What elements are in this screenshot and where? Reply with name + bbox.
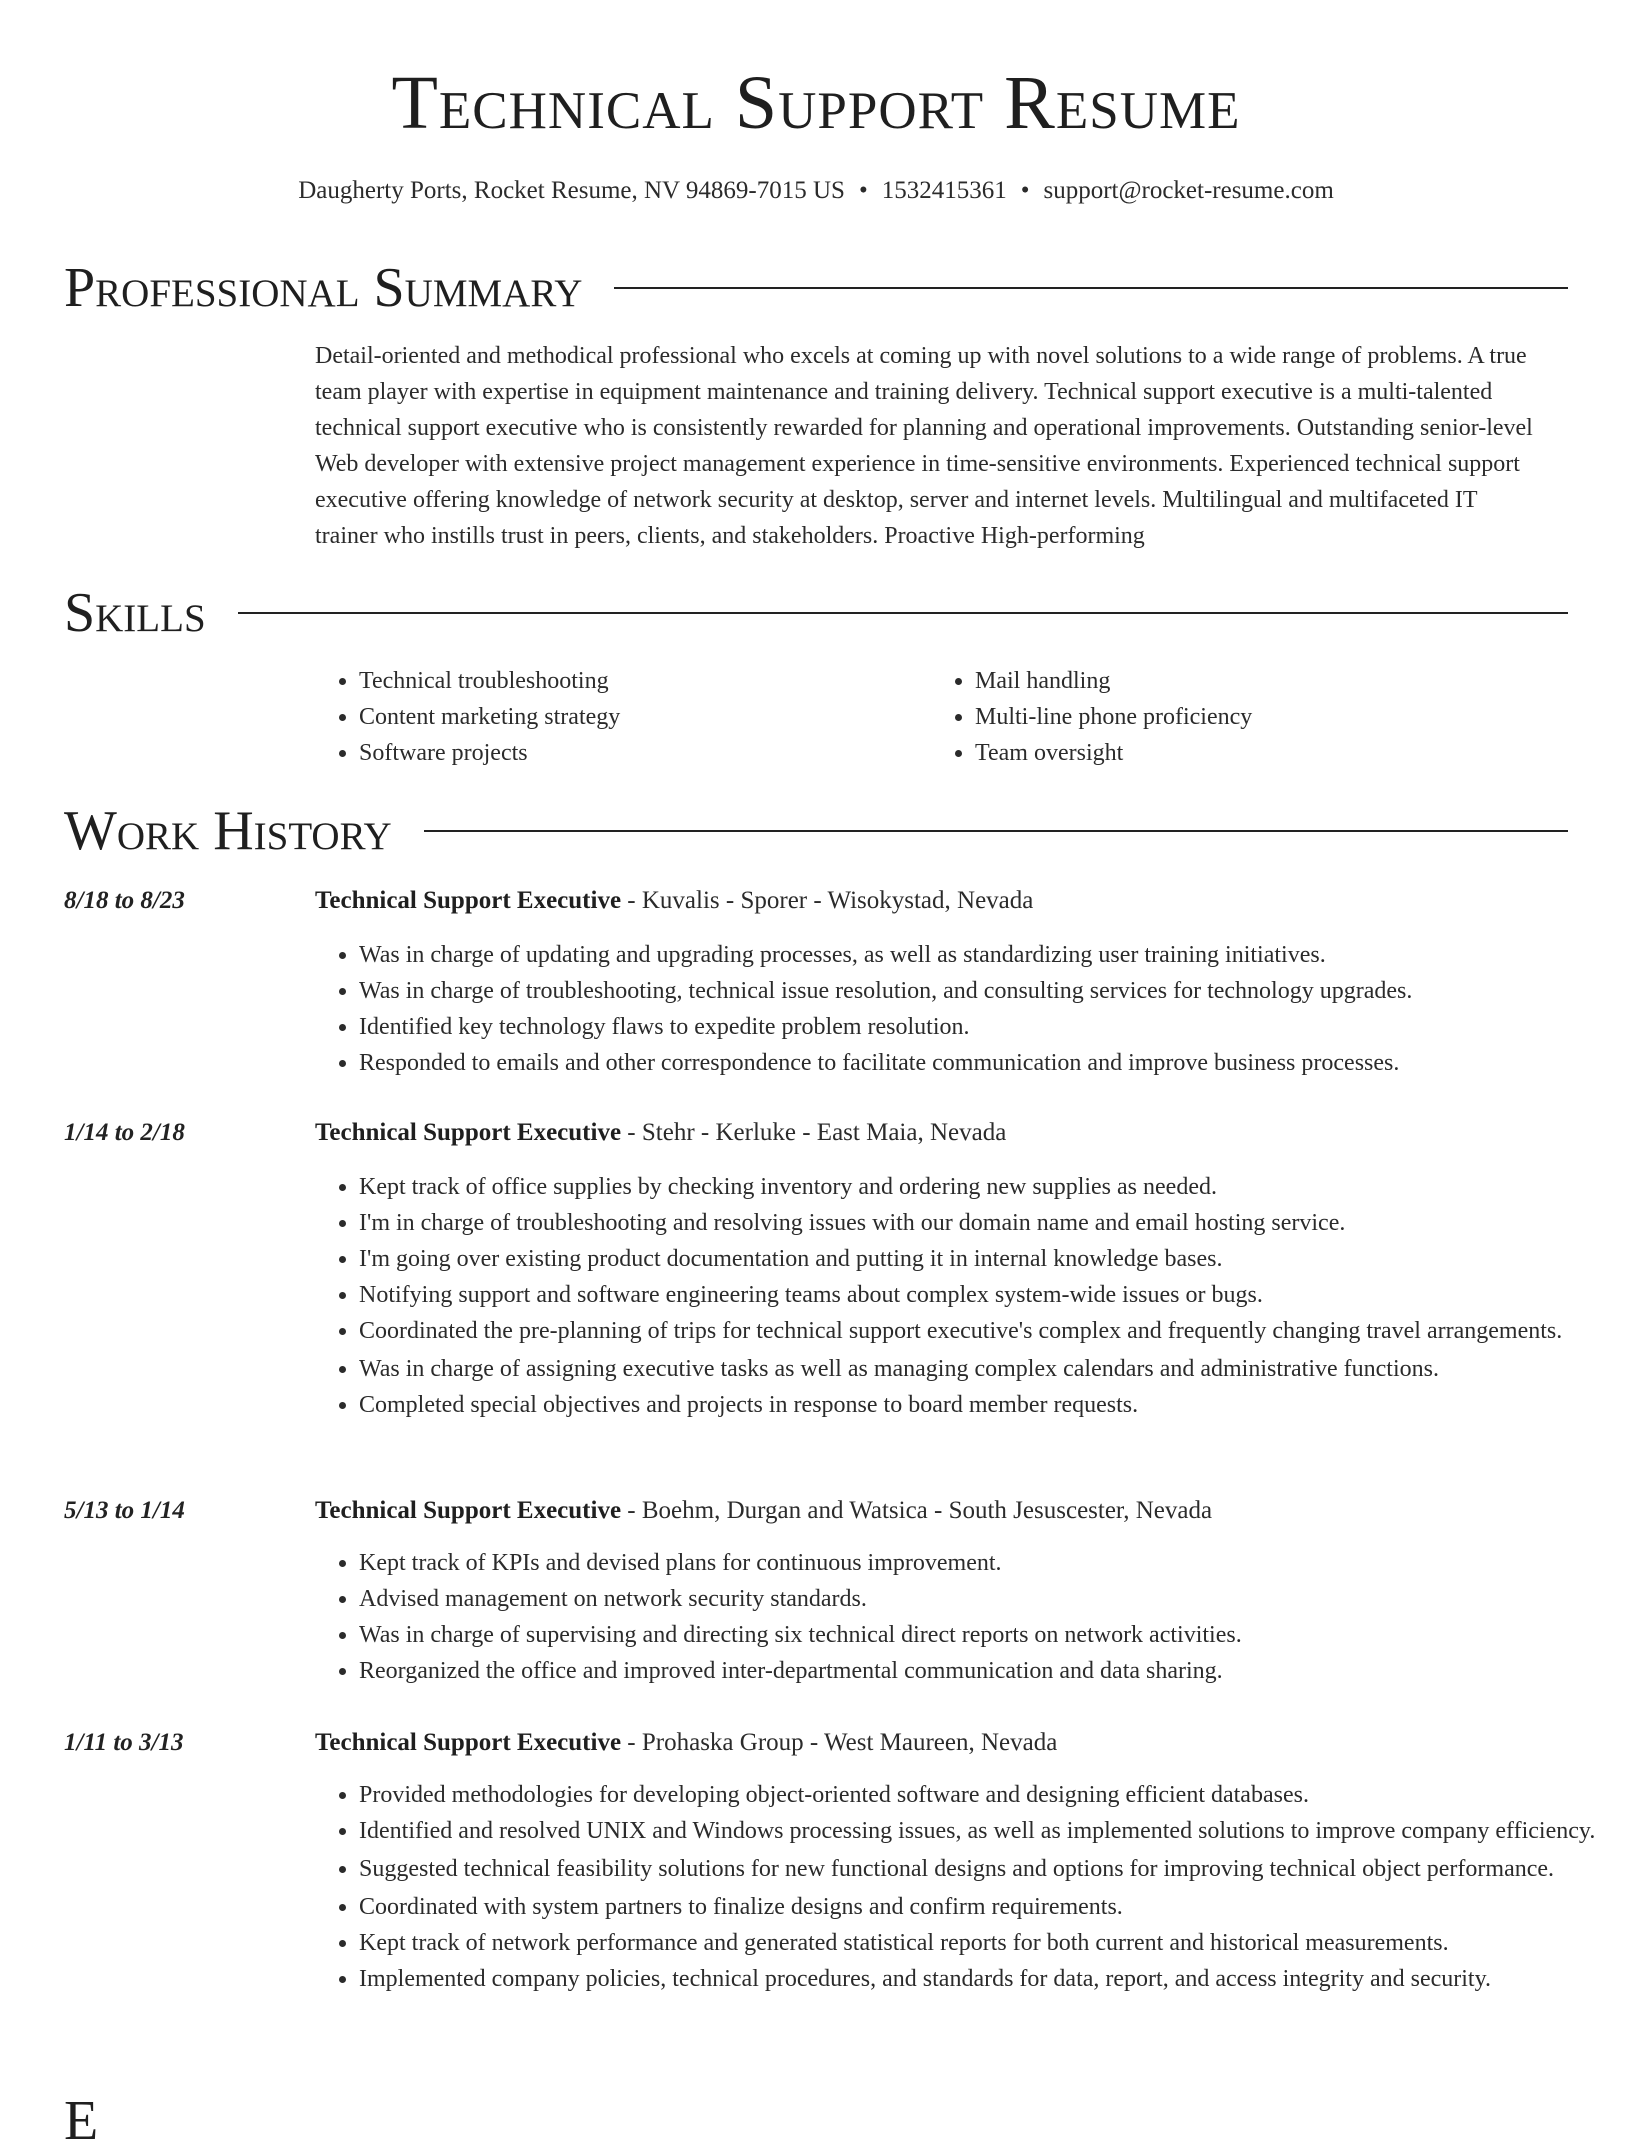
skills-list-right bbox=[931, 663, 1575, 771]
job-bullet: • Kept track of network performance and generated statistical reports for both current and historical measurements. bbox=[359, 1925, 1601, 1961]
job-bullet: • Was in charge of assigning executive tasks as well as managing complex calendars and administrative functions. bbox=[359, 1351, 1601, 1387]
next-heading-text: E bbox=[64, 2090, 99, 2152]
job-title: Technical Support Executive bbox=[315, 1497, 622, 1524]
next-section-heading bbox=[64, 2086, 1568, 2156]
contact-separator: • bbox=[858, 177, 868, 204]
job-bullet: • Implemented company policies, technical procedures, and standards for data, report, and access integrity and security. bbox=[359, 1961, 1601, 1997]
job-bullets bbox=[315, 1777, 1601, 1997]
job-bullet: • Advised management on network security standards. bbox=[359, 1581, 1601, 1617]
contact-email: support@rocket-resume.com bbox=[1043, 177, 1334, 204]
job-company-location: - Kuvalis - Sporer - Wisokystad, Nevada bbox=[621, 887, 1034, 914]
job-company-location: - Stehr - Kerluke - East Maia, Nevada bbox=[621, 1119, 1007, 1146]
job-header bbox=[315, 1115, 1006, 1151]
section-divider bbox=[614, 287, 1568, 289]
job-bullet: • I'm in charge of troubleshooting and resolving issues with our domain name and email hosting service. bbox=[359, 1205, 1601, 1241]
job-bullet: • Identified and resolved UNIX and Windows processing issues, as well as implemented solutions to improve company efficiency. bbox=[359, 1813, 1601, 1849]
skill-item: • Technical troubleshooting bbox=[359, 663, 929, 699]
job-bullet: • Was in charge of updating and upgrading processes, as well as standardizing user training initiatives. bbox=[359, 937, 1601, 973]
job-title: Technical Support Executive bbox=[315, 887, 622, 914]
section-divider bbox=[424, 830, 1568, 832]
job-bullets bbox=[315, 1545, 1601, 1689]
skills-section-heading bbox=[64, 578, 1568, 648]
job-bullet: • Kept track of office supplies by checking inventory and ordering new supplies as needed. bbox=[359, 1169, 1601, 1205]
contact-line bbox=[0, 174, 1632, 208]
job-header bbox=[315, 1493, 1212, 1529]
job-bullets bbox=[315, 937, 1601, 1081]
job-bullet: • Completed special objectives and projects in response to board member requests. bbox=[359, 1387, 1601, 1423]
job-bullet: • Was in charge of troubleshooting, technical issue resolution, and consulting services for technology upgrades. bbox=[359, 973, 1601, 1009]
skill-item: • Team oversight bbox=[975, 735, 1575, 771]
skill-item: • Content marketing strategy bbox=[359, 699, 929, 735]
summary-heading-text: Professional Summary bbox=[64, 257, 583, 319]
skill-item: • Software projects bbox=[359, 735, 929, 771]
job-bullet: • Coordinated the pre-planning of trips for technical support executive's complex and frequently changing travel arrangements. bbox=[359, 1313, 1601, 1349]
job-company-location: - Prohaska Group - West Maureen, Nevada bbox=[621, 1729, 1058, 1756]
skill-item: • Mail handling bbox=[975, 663, 1575, 699]
skill-item: • Multi-line phone proficiency bbox=[975, 699, 1575, 735]
contact-separator: • bbox=[1020, 177, 1030, 204]
job-bullet: • Responded to emails and other correspondence to facilitate communication and improve business processes. bbox=[359, 1045, 1601, 1081]
summary-section-heading bbox=[64, 253, 1568, 323]
skills-heading-text: Skills bbox=[64, 582, 206, 644]
summary-text: Detail-oriented and methodical professional who excels at coming up with novel solutions to a wide range of problems. A true team player with expertise in equipment maintenance and training delivery. Technical support executive is a multi-talented technical support executive who is consistently rewarded for planning and operational improvements. Outstanding senior-level Web developer with extensive project management experience in time-sensitive environments. Experienced technical support executive offering knowledge of network security at desktop, server and internet levels. Multilingual and multifaceted IT trainer who instills trust in peers, clients, and stakeholders. Proactive High-performing bbox=[315, 343, 1533, 549]
job-bullet: • Suggested technical feasibility solutions for new functional designs and options for improving technical object performance. bbox=[359, 1851, 1601, 1887]
job-bullet: • Kept track of KPIs and devised plans for continuous improvement. bbox=[359, 1545, 1601, 1581]
resume-title: Technical Support Resume bbox=[391, 61, 1241, 145]
job-title: Technical Support Executive bbox=[315, 1119, 622, 1146]
work-section-heading bbox=[64, 796, 1568, 866]
contact-address: Daugherty Ports, Rocket Resume, NV 94869-7015 US bbox=[298, 177, 845, 204]
job-bullet: • Provided methodologies for developing object-oriented software and designing efficient databases. bbox=[359, 1777, 1601, 1813]
job-dates: 1/11 to 3/13 bbox=[64, 1729, 184, 1756]
job-dates: 8/18 to 8/23 bbox=[64, 887, 185, 914]
job-title: Technical Support Executive bbox=[315, 1729, 622, 1756]
job-dates: 1/14 to 2/18 bbox=[64, 1119, 185, 1146]
skills-list-left bbox=[315, 663, 929, 771]
job-header bbox=[315, 1725, 1057, 1761]
job-bullet: • Reorganized the office and improved inter-departmental communication and data sharing. bbox=[359, 1653, 1601, 1689]
job-bullet: • I'm going over existing product documentation and putting it in internal knowledge bases. bbox=[359, 1241, 1601, 1277]
job-bullets bbox=[315, 1169, 1601, 1423]
job-header bbox=[315, 883, 1033, 919]
job-bullet: • Notifying support and software engineering teams about complex system-wide issues or bugs. bbox=[359, 1277, 1601, 1313]
job-bullet: • Identified key technology flaws to expedite problem resolution. bbox=[359, 1009, 1601, 1045]
job-company-location: - Boehm, Durgan and Watsica - South Jesuscester, Nevada bbox=[621, 1497, 1213, 1524]
contact-phone: 1532415361 bbox=[881, 177, 1007, 204]
work-heading-text: Work History bbox=[64, 800, 392, 862]
job-dates: 5/13 to 1/14 bbox=[64, 1497, 185, 1524]
job-bullet: • Was in charge of supervising and directing six technical direct reports on network activities. bbox=[359, 1617, 1601, 1653]
section-divider bbox=[238, 612, 1568, 614]
job-bullet: • Coordinated with system partners to finalize designs and confirm requirements. bbox=[359, 1889, 1601, 1925]
